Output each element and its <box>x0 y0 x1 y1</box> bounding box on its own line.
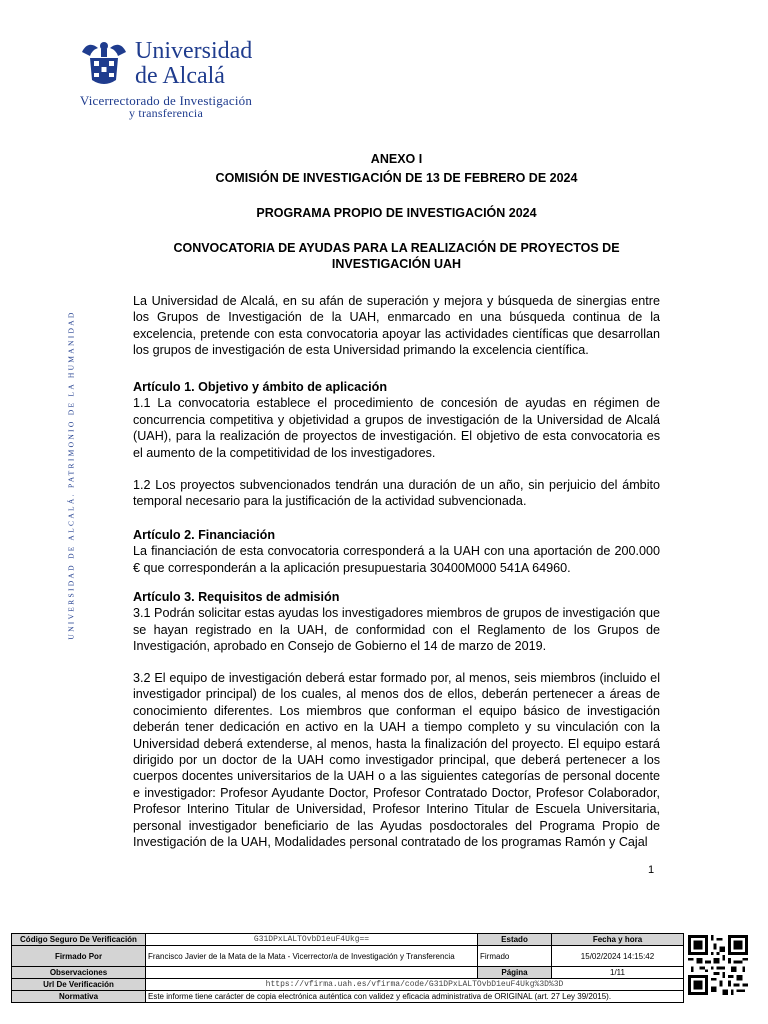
side-margin-text: UNIVERSIDAD DE ALCALÁ. PATRIMONIO DE LA HUMANIDAD <box>66 310 76 640</box>
university-logo <box>78 38 268 88</box>
table-row <box>12 967 684 979</box>
vicerrectorado-line1: Vicerrectorado de Investigación <box>79 93 253 108</box>
article-3 <box>133 589 660 655</box>
estado-label: Estado <box>478 934 552 946</box>
qr-code-icon <box>688 935 748 995</box>
fecha-label: Fecha y hora <box>552 934 684 946</box>
program-title: PROGRAMA PROPIO DE INVESTIGACIÓN 2024 <box>256 206 537 220</box>
table-row <box>12 946 684 967</box>
call-title-line1: CONVOCATORIA DE AYUDAS PARA LA REALIZACIÓN DE PROYECTOS DE <box>173 241 620 255</box>
firmado-value: Francisco Javier de la Mata de la Mata - Vicerrector/a de Investigación y Transferencia <box>146 946 478 967</box>
pagina-label: Página <box>478 967 552 979</box>
firmado-label: Firmado Por <box>12 946 146 967</box>
page-number: 1 <box>648 864 655 876</box>
article-2-title: Artículo 2. Financiación <box>133 528 276 542</box>
vicerrectorado-heading <box>66 94 266 120</box>
article-1-title: Artículo 1. Objetivo y ámbito de aplicación <box>133 380 388 394</box>
article-3-paragraph-1: 3.1 Podrán solicitar estas ayudas los investigadores miembros de grupos de investigación que se hayan registrado en la UAH, de conformidad con el Reglamento de los Grupos de Investigación, aprobado en Consejo de Gobierno el 14 de marzo de 2019. <box>133 606 660 654</box>
call-title-line2: INVESTIGACIÓN UAH <box>331 257 462 271</box>
article-1-paragraph-2: 1.2 Los proyectos subvencionados tendrán una duración de un año, sin perjuicio del ámbito temporal necesario para la justificación de la actividad subvencionada. <box>133 478 660 509</box>
estado-value: Firmado <box>478 946 552 967</box>
university-name-line2: de Alcalá <box>135 63 225 89</box>
commission-title: COMISIÓN DE INVESTIGACIÓN DE 13 DE FEBRERO DE 2024 <box>215 171 578 185</box>
normativa-label: Normativa <box>12 991 146 1003</box>
article-2 <box>133 527 660 576</box>
verification-url-link[interactable]: https://vfirma.uah.es/vfirma/code/G31DPxLALTOvbD1euF4Ukg%3D%3D <box>146 979 684 991</box>
table-row <box>12 934 684 946</box>
intro-paragraph: La Universidad de Alcalá, en su afán de superación y mejora y búsqueda de sinergias entre los Grupos de Investigación de la UAH, enmarcado en una búsqueda continua de la excelencia, pretende con esta convocatoria apoyar las actividades científicas que desarrollan los grupos de investigación de esta Universidad primando la excelencia científica. <box>133 294 660 358</box>
normativa-value: Este informe tiene carácter de copia electrónica auténtica con validez y eficacia administrativa de ORIGINAL (art. 27 Ley 39/2015). <box>146 991 684 1003</box>
article-1-paragraph-1: 1.1 La convocatoria establece el procedimiento de concesión de ayudas en régimen de concurrencia competitiva y objetividad a grupos de investigación de la Universidad de Alcalá (UAH), para la realización de proyectos de investigación. El objetivo de esta convocatoria es el aumento de la competitividad de los investigadores. <box>133 396 660 460</box>
url-label: Url De Verificación <box>12 979 146 991</box>
vicerrectorado-line2: y transferencia <box>129 106 203 120</box>
coat-of-arms-icon <box>78 38 130 88</box>
csv-label: Código Seguro De Verificación <box>12 934 146 946</box>
call-title <box>133 240 660 272</box>
article-3-title: Artículo 3. Requisitos de admisión <box>133 590 340 604</box>
university-name <box>135 39 252 89</box>
table-row <box>12 991 684 1003</box>
pagina-value: 1/11 <box>552 967 684 979</box>
article-1 <box>133 379 660 461</box>
article-3-paragraph-2: 3.2 El equipo de investigación deberá estar formado por, al menos, seis miembros (incluido el investigador principal) de los cuales, al menos dos de ellos, deberán pertenecer a áreas de conocimiento diferentes. Los miembros que conforman el equipo básico de investigación deberán tener dedicación en activo en la UAH a tiempo completo y su vinculación con la Universidad deberá extenderse, al menos, hasta la finalización del proyecto. El equipo estará dirigido por un doctor de la UAH como investigador principal, que deberá pertenecer a los cuerpos docentes universitarios de la UAH o a las siguientes categorías de personal docente e investigador: Profesor Ayudante Doctor, Profesor Contratado Doctor, Profesor Colaborador, Profesor Interino Titular de Universidad, Profesor Interino Titular de Escuela Universitaria, personal investigador beneficiario de las Ayudas posdoctorales del Programa Propio de Investigación de la UAH, Modalidades personal contratado de los programas Ramón y Cajal <box>133 671 660 850</box>
annex-title: ANEXO I <box>370 152 423 166</box>
signature-verification-table <box>11 933 684 1003</box>
article-2-paragraph: La financiación de esta convocatoria corresponderá a la UAH con una aportación de 200.000 € que corresponderán a la aplicación presupuestaria 30400M000 541A 64960. <box>133 544 660 575</box>
university-name-line1: Universidad <box>135 38 253 64</box>
table-row <box>12 979 684 991</box>
observaciones-value <box>146 967 478 979</box>
observaciones-label: Observaciones <box>12 967 146 979</box>
csv-value: G31DPxLALTOvbD1euF4Ukg== <box>146 934 478 946</box>
fecha-value: 15/02/2024 14:15:42 <box>552 946 684 967</box>
